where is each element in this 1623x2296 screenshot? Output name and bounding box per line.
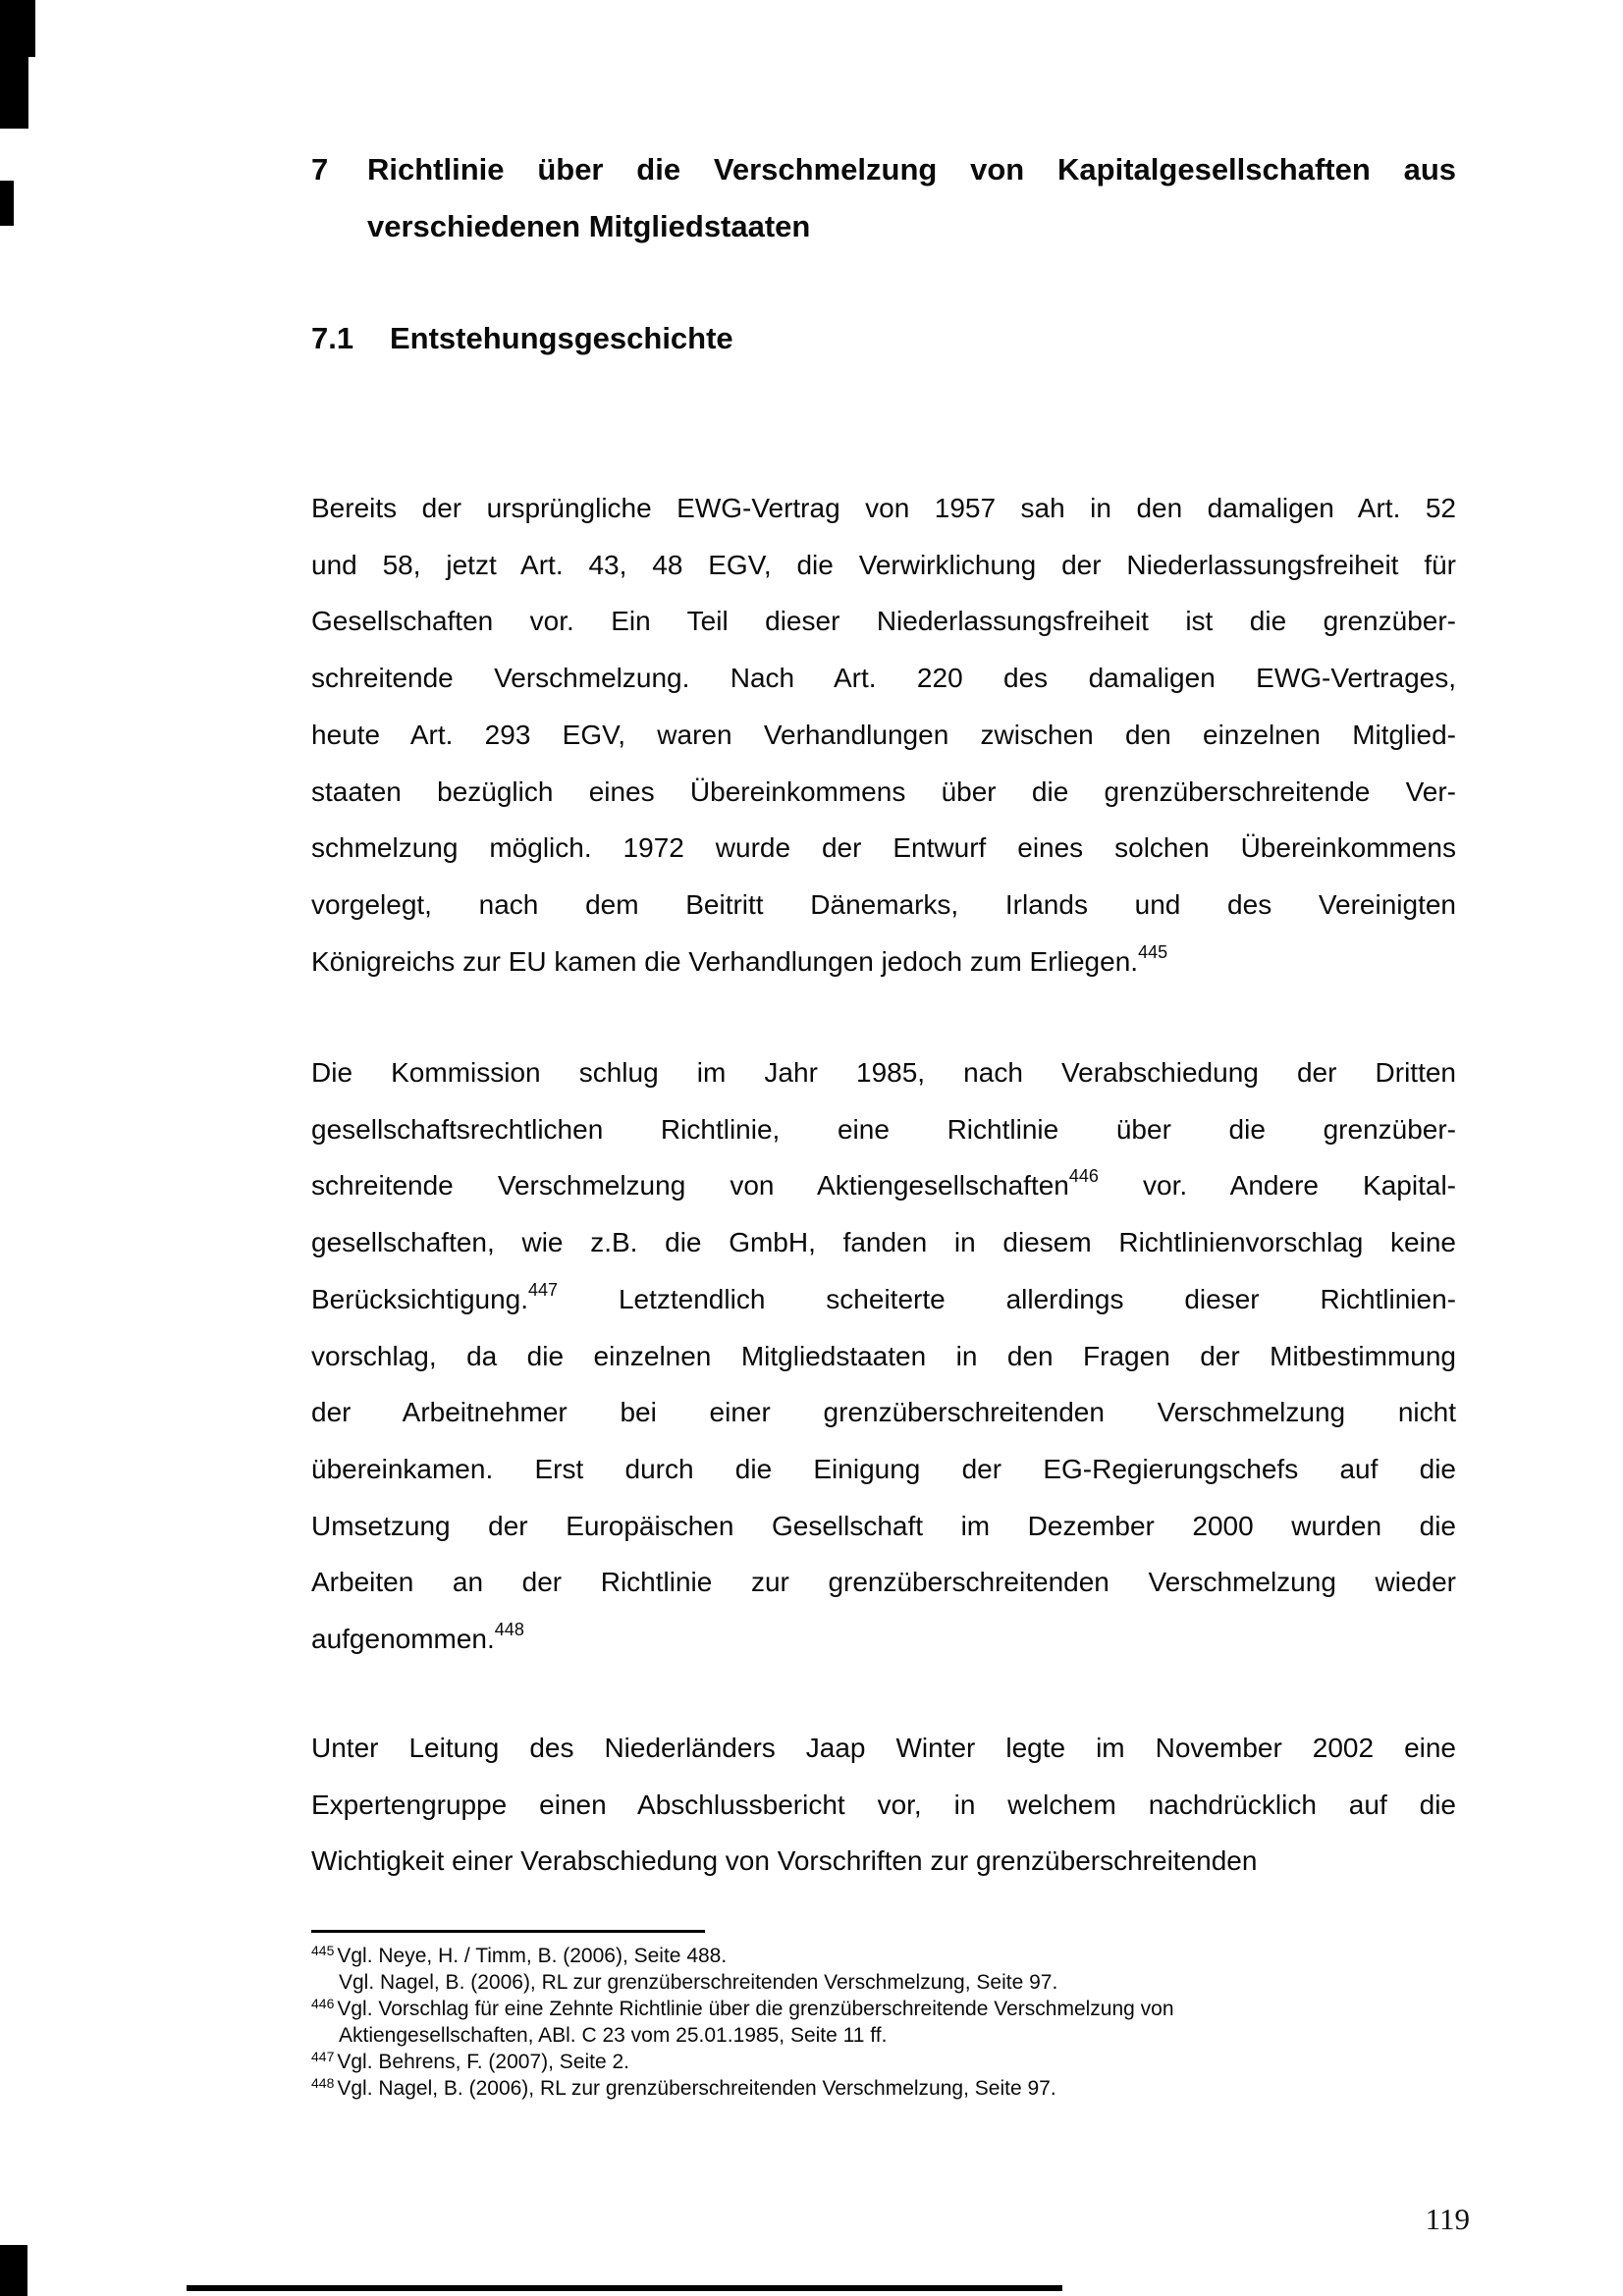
text-line: Unter Leitung des Niederländers Jaap Winter legte im November 2002 eine [311,1733,1456,1763]
footnote-line-start: $^{448}$ Vgl. Nagel, B. (2006), RL zur grenzüberschreitenden Verschmelzung, Seite 97. [311,2075,1056,2100]
text-line: Expertengruppe einen Abschlussbericht vor, in welchem nachdrücklich auf die [311,1789,1456,1820]
section-number: 7.1 [311,321,354,355]
footnote-line-start: $^{445}$ Vgl. Neye, H. / Timm, B. (2006), Seite 488. [311,1943,728,1967]
text-line: der Arbeitnehmer bei einer grenzüberschreitenden Verschmelzung nicht [311,1397,1456,1428]
text-line: heute Art. 293 EGV, waren Verhandlungen zwischen den einzelnen Mitglied- [311,719,1456,750]
footnote-marker: 446 [311,1996,335,2011]
text-line: Berücksichtigung.$^{447}$ Letztendlich scheiterte allerdings dieser Richtlinien- [311,1279,1456,1314]
text-line: Königreichs zur EU kamen die Verhandlungen jedoch zum Erliegen.$^{445}$ [311,941,1168,977]
page-number: 119 [1425,2202,1470,2236]
footnote-separator-rule [311,1930,705,1933]
footnote-ref: 448 [494,1620,524,1640]
text-line: Arbeiten an der Richtlinie zur grenzüberschreitenden Verschmelzung wieder [311,1567,1456,1598]
footnote-marker: 447 [311,2049,335,2064]
footnote-section [311,1930,1456,2102]
text-line: Wichtigkeit einer Verabschiedung von Vorschriften zur grenzüberschreitenden [311,1845,1258,1877]
body-paragraph-2 [311,1044,1456,1668]
text-line: aufgenommen.$^{448}$ [311,1620,524,1655]
text-line: Die Kommission schlug im Jahr 1985, nach Verabschiedung der Dritten [311,1057,1456,1088]
text-line: schmelzung möglich. 1972 wurde der Entwurf eines solchen Übereinkommens [311,832,1456,864]
scan-artifact-bottom-left [0,2245,27,2296]
scan-artifact-left-edge [0,181,14,226]
scan-artifact-top-left-2 [0,57,28,129]
text-line: Bereits der ursprüngliche EWG-Vertrag von 1957 sah in den damaligen Art. 52 [311,493,1456,523]
footnote-line-start: $^{446}$ Vgl. Vorschlag für eine Zehnte Richtlinie über die grenzüberschreitende Verschmelzung von [311,1996,1174,2020]
chapter-heading [311,141,1456,254]
footnote-marker: 448 [311,2075,335,2091]
text-line: schreitende Verschmelzung. Nach Art. 220 des damaligen EWG-Vertrages, [311,663,1456,694]
heading-line: Richtlinie über die Verschmelzung von Kapitalgesellschaften aus [367,152,1456,187]
chapter-heading-lines [367,141,1456,254]
footnote-line-continued: Aktiengesellschaften, ABl. C 23 vom 25.01.1985, Seite 11 ff. [339,2024,888,2047]
section-title: Entstehungsgeschichte [390,321,733,355]
text-line: gesellschaftsrechtlichen Richtlinie, eine Richtlinie über die grenzüber- [311,1113,1456,1145]
text-line: übereinkamen. Erst durch die Einigung der EG-Regierungschefs auf die [311,1453,1456,1484]
text-line: Gesellschaften vor. Ein Teil dieser Niederlassungsfreiheit ist die grenzüber- [311,606,1456,637]
body-paragraph-1 [311,480,1456,989]
heading-line: verschiedenen Mitgliedstaaten [367,208,811,243]
footnote-ref: 445 [1138,941,1168,962]
chapter-number: 7 [311,152,329,187]
footnote-line-continued: Vgl. Nagel, B. (2006), RL zur grenzüberschreitenden Verschmelzung, Seite 97. [339,1971,1058,1994]
text-line: gesellschaften, wie z.B. die GmbH, fanden in diesem Richtlinienvorschlag keine [311,1227,1456,1258]
text-line: Umsetzung der Europäischen Gesellschaft im Dezember 2000 wurden die [311,1510,1456,1541]
scan-artifact-bottom-line [187,2285,1062,2291]
footnote-line-start: $^{447}$ Vgl. Behrens, F. (2007), Seite 2. [311,2049,630,2073]
text-line: und 58, jetzt Art. 43, 48 EGV, die Verwirklichung der Niederlassungsfreiheit für [311,549,1456,580]
body-paragraph-3 [311,1720,1456,1890]
footnote-ref: 447 [528,1279,559,1300]
text-line: vorschlag, da die einzelnen Mitgliedstaaten in den Fragen der Mitbestimmung [311,1340,1456,1371]
footnote-list [311,1943,1456,2102]
scan-artifact-top-left-1 [0,0,35,57]
text-line: vorgelegt, nach dem Beitritt Dänemarks, Irlands und des Vereinigten [311,888,1456,920]
footnote-marker: 445 [311,1943,335,1958]
section-heading [311,310,1456,367]
footnote-ref: 446 [1068,1166,1099,1187]
text-line: staaten bezüglich eines Übereinkommens über die grenzüberschreitende Ver- [311,775,1456,807]
text-line: schreitende Verschmelzung von Aktiengesellschaften$^{446}$ vor. Andere Kapital- [311,1166,1456,1201]
